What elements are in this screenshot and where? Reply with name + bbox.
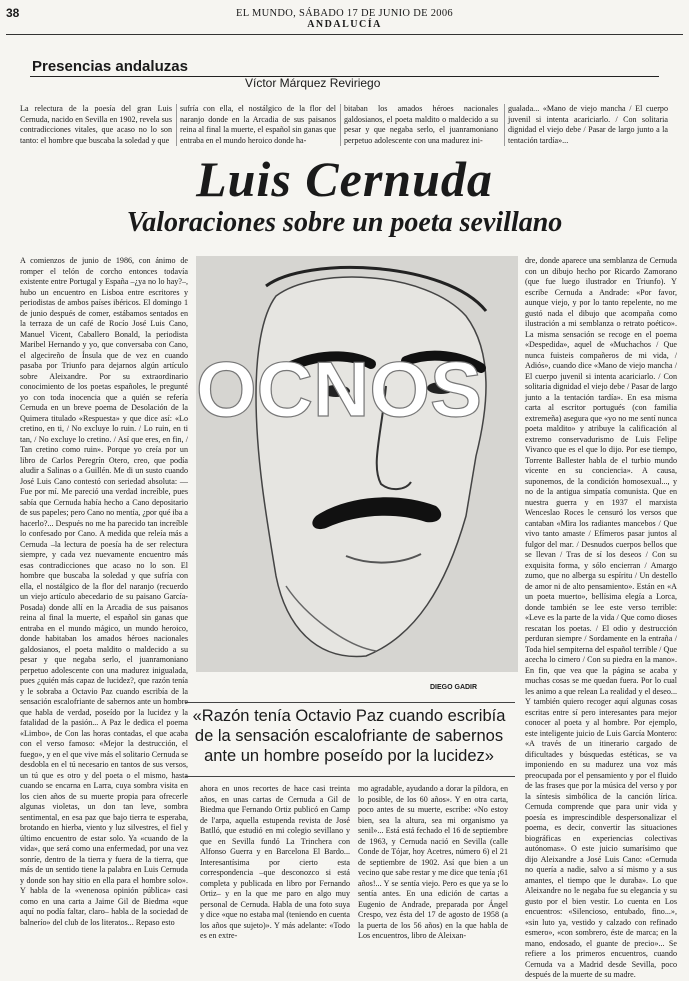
portrait-photo [196,256,518,672]
body-right-column: dre, donde aparece una semblanza de Cernuda con un dibujo hecho por Ricardo Zamorano (que fue luego ilustrador en Triunfo). Y escribe Cernuda a Andrade: «Por favor, aunque viejo, y por lo tanto repelente, no me gustó nada el dibujo que acompaña como ilustración a mi semblanza o retrato poético». La misma sensación se recoge en el poema «Despedida», aquel de «Muchachos / Que nunca fuisteis compañeros de mi vida, / Adiós», cuando dice «Mano de viejo mancha / El cuerpo juvenil si intenta acariciarlo. / Con solitaria dignidad el viejo debe / Pasar de largo junto a la tentación tardía». En esa misma carta al escritor portugués (con familia extremeña) asegura que «yo no me sentí nunca poeta maldito» y atribuye la calificación al extremo conservadurismo de Luis Felipe Vivanco que es el que lo dijo. Por ese tiempo, Torrente Ballester habla de el turbio mundo vicente en su conciencia». A causa, suponemos, de la condición homosexual..., y no de la antigua simpatía comunista. Que en nuestra guerra y en 1937 el marxista Wenceslao Roces le censuró los versos que cantaban «Mira los radiantes mancebos / Que vivo tanto amaste / Efímeros pasar juntos al fulgor del mar. / Desnudos cuerpos bellos que se llevan / Tras de sí los deseos / Con su exquisita forma, y sólo encierran / Amargo zumo, que no alberga su espíritu / Un destello de amor ni de alto pensamiento». Están en «A un poeta muerto», bellísima elegía a Lorca, donde también se lee este verso terrible: «Leve es la parte de la vida / Que como dioses rescatan los poetas. / El odio y destrucción perduran siempre / Sordamente en la entraña / Toda hiel sempiterna del español terrible / Que acecha lo cimero / Con su piedra en la mano». En fin, que vea que la página se acaba y muchas cosas se me quedan fuera. Por lo cual les animo a que relean La realidad y el deseo... Y también quiero recoger aquí algunas cosas escritas entre sí pero interesantes para mejor conocer al poeta y al hombre. Por ejemplo, este inteligente juicio de Luis García Montero: «A través de un itinerario cargado de dificultades y búsquedas estéticas, se va imponiendo en su madurez una voz más preocupada por el pensamiento y por el fluido de las frases que por la música del verso y por la síntesis simbólica de la canción lírica. Cernuda comprende que para unir vida y poesía es imprescindible despersonalizar el poema, es decir, convertir las situaciones biográficas en experiencias colectivas autónomas». O este juicio sumarísimo que dijo Aleixandre a José Luis Cano: «Cernuda no quería a nadie, salvo a sí mismo y a sus amantes, el tiempo que le duraba». Lo que Aleixandre no le negaba fue su elegancia y su gusto por el bien vestir. Lo cuenta en Los encuentros: «Silencioso, entubado, fino...», «sin luto ya, vestido y calzado con refinado esmero», «con sombrero, éste de marca; en la mano, endosado, el guante de precio»... Se refiere a los primeros encuentros, cuando Cernuda va a Madrid desde Sevilla, poco después de la muerte de su madre. [525,256,677,979]
column-divider [176,104,177,146]
intro-col-2: sufría con ella, el nostálgico de la flor del naranjo donde en la Arcadia de sus paisanos reina al final la muerte, el español sin ganas que entraba en el mundo heroico donde ha- [180,104,336,145]
headline: Luis Cernuda [196,151,493,207]
masthead-rule [6,34,683,35]
quote-rule-bottom [185,776,515,777]
page-number: 38 [6,6,20,20]
body-mid-column-2: mo agradable, ayudando a dorar la píldora, en lo posible, de los 60 años». Y en otra carta, poco antes de su muerte, escribe: «No estoy bien, sea la altura, sea mi organismo ya senil»... Está está fechado el 16 de septiembre de 1963, y Cernuda nació en Sevilla (calle Conde de Tójar, hoy Acetres, número 6) el 21 de septiembre de 1902. Así que bien a un vecino que sabe restar y me dice que tenía ¡61 años!... Y se sentía viejo. Pero es que ya se lo sentía antes. En una edición de cartas a Eugenio de Andrade, preparada por Ángel Crespo, vez ésta del 17 de agosto de 1958 (a la puerta de los 56 años) en la que habla de Los encuentros, libro de Aleixan- [358,784,508,940]
column-divider [504,104,505,146]
pull-quote: «Razón tenía Octavio Paz cuando escribía de la sensación escalofriante de sabernos ante un hombre poseído por la lucidez» [192,707,506,765]
intro-col-1: La relectura de la poesía del gran Luis Cernuda, nacido en Sevilla en 1902, revela sus contradicciones vitales, que acaso no lo son tanto: el hombre que buscaba la soledad y que [20,104,172,145]
masthead-date: EL MUNDO, SÁBADO 17 DE JUNIO DE 2006 [236,8,453,19]
column-divider [340,104,341,146]
masthead [0,8,689,30]
body-mid-column-1: ahora en unos recortes de hace casi treinta años, en unas cartas de Cernuda a Gil de Biedma que Fernando Ortiz publicó en Camp de l'arpa, aquella estupenda revista de José Batlló, que estudió en mi colegio sevillano y que en Sevilla fundó La Trinchera con Alfonso Guerra y en Barcelona El Bardo... Interesantísima por cierto esta correspondencia –que desconozco si está completa y publicada en libro por Fernando Ortiz– y en la que me paro en algo muy personal de Cernuda. Habla de una foto suya y dice «que no estaba mal (teniendo en cuenta los años que sujeto)». Y más adelante: «Todo es en extre- [200,784,350,940]
photo-credit: DIEGO GADIR [430,684,478,691]
portrait-drawing [196,256,518,672]
quote-rule-top [185,702,515,703]
masthead-section: ANDALUCÍA [307,19,382,30]
byline: Víctor Márquez Reviriego [245,76,381,90]
subheadline: Valoraciones sobre un poeta sevillano [126,207,563,238]
intro-col-4: gualada... «Mano de viejo mancha / El cuerpo juvenil si intenta acariciarlo. / Con solitaria dignidad el viejo debe / Pasar de largo junto a la tentación tardía»... [508,104,668,145]
overlay-text: OCNOS [196,345,483,433]
column-name: Presencias andaluzas [32,58,188,75]
intro-col-3: bitaban los amados héroes nacionales galdosianos, el poeta maldito o maldecido a su pesar y que negaba serlo, el juanramoniano perpetuo adolescente con una madurez ini- [344,104,498,145]
body-left-column: A comienzos de junio de 1986, con ánimo de romper el telón de corcho entonces todavía existente entre Portugal y España –¿ya no lo hay?–, hubo un encuentro en Lisboa entre escritores y periodistas de ambos países ibéricos. El domingo 1 de junio después de comer, estábamos sentados en la terraza de un café de Rocío José Luis Cano, Manuel Vicent, Caballero Bonald, la periodista Maribel Hernando y yo, que conversaba con Cano, el algecireño de Ínsula que de vez en cuando pasaba por Triunfo para dejarnos algún artículo sobre Aleixandre. Por su extraordinario conocimiento de los poetas españoles, le pregunté yo con toda inocencia que a quién se refería Cernuda en un breve poema de Desolación de la Quimera titulado «Respuesta» y que dice así: «Lo cretino, en ti, / No excluye lo ruin. / Lo ruin, en ti tan, / No excluye lo cretino. / Así que eres, en fin, / Tan cretino como ruin». Porque yo creía por un libro de Carlos Peregrín Otero, creo, que podía aludir a Salinas o a Guillén. Me di un susto cuando José Luis Cano contestó con seriedad absoluta: —Fue por mí. Me pareció una verdad increíble, pues sabía que Cernuda había hecho a Cano depositario de sus papeles; pero Cano no mentía, ¿por qué iba a hacerlo?... Después no me ha parecido tan increíble lo confesado por Cano. A medida que releía más a Cernuda –la lectura de poesía ha de ser relectura siempre, y cada vez nuevamente encuentro más esas contradicciones que acaso no lo son. El hombre que buscaba la soledad y que sufría con ella, el nostálgico de la flor del naranjo (recuerdo un viejo artículo abecedario de su paisano García-Posada) donde allí en la Arcadia de sus paisanos reina al final la muerte, el español sin ganas que entraba en el mundo mágico, un mundo heroico, donde habitaban los amados héroes nacionales galdosianos, el poeta maldito o maldecido a su pesar y que negaba serlo, el juanramoniano perpetuo adolescente con una madurez inigualada, pues ¿quién más capaz de lucidez?, que razón tenía y le sobraba a Octavio Paz cuando escribía de la sensación escalofriante de sabernos ante un hombre que habla de verdad, poseído por la lucidez y la fatalidad de la pasión... A Paz le dedica el poema «Limbo», de Con las horas contadas, el que acaba con el verso famoso: «Mejor la destrucción, el fuego», y en el que vive más el solitario Cernuda se desdobla en el tú necesario en tantos de sus versos, un tú que es otro y del poeta o el mismo, hasta cuando se encarna en Larra, cuya sombra visita en los cien años de su muerte propia para ofrecerle algunas violetas, un don tan leve, sombra sentimental, en esa paz que bajo tierra te esperaba, brotando en hierba, viento y luz silvestres, el fiel y último encuentro de estar solo. Ya «cuando de la vida», que será como una enfermedad, por una vez sonríe, dentro de la tierra y fuera de la tierra, que más de un sentido tiene la palabra en Luis Cernuda y donde son hay sitio en ella para el hombre solo». Y habla de la «venenosa opinión pública» casi como en una carta a Jaime Gil de Biedma «que aquí no podía faltar, claro– habla de la sociedad de balnerío» del club de los literatos... Repaso esto [20,256,188,927]
